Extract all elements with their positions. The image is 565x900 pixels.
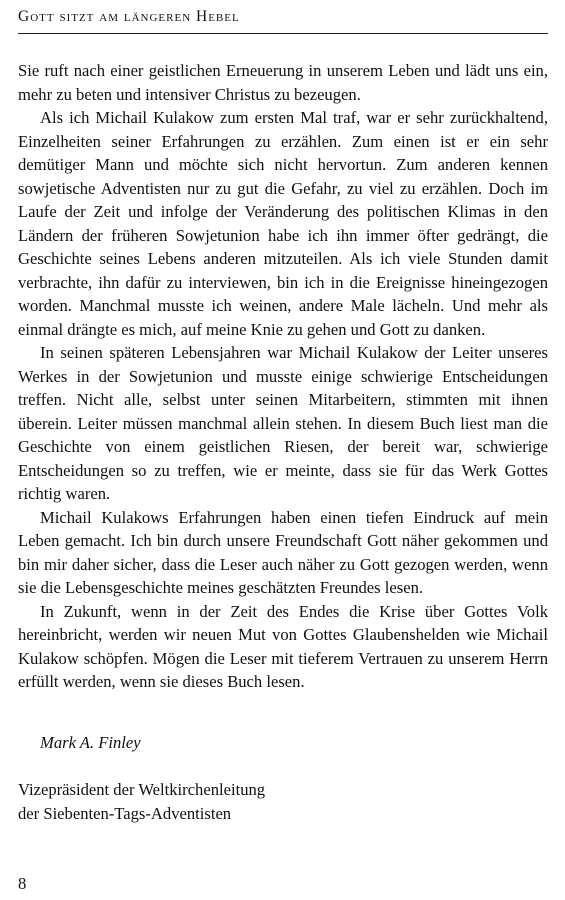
affiliation-line: Vizepräsident der Weltkirchenleitung bbox=[18, 780, 266, 799]
paragraph: In seinen späteren Lebensjahren war Michail Kulakow der Leiter unseres Werkes in der Sowjetunion und musste einige schwierige Entscheidungen treffen. Nicht alle, selbst unter seinen Mitarbeitern, stimmten mit ihnen überein. Leiter müssen manchmal allein stehen. In diesem Buch liest man die Geschichte von einem geistlichen Riesen, der bereit war, schwierige Entscheidungen so zu treffen, wie er meinte, dass sie für das Werk Gottes richtig waren. bbox=[18, 343, 548, 503]
affiliation-line: der Siebenten-Tags-Adventisten bbox=[18, 803, 232, 823]
author-signature: Mark A. Finley bbox=[40, 733, 141, 752]
running-head: Gott sitzt am längeren Hebel bbox=[18, 8, 240, 25]
paragraph: Michail Kulakows Erfahrungen haben einen tiefen Eindruck auf mein Leben gemacht. Ich bin durch unsere Freundschaft Gott näher gekommen und bin mir daher sicher, dass die Leser auch näher zu Gott gezogen werden, wenn sie die Lebensgeschichte meines geschätzten Freundes lesen. bbox=[18, 507, 548, 597]
body-text bbox=[18, 59, 548, 694]
header-rule bbox=[18, 33, 548, 34]
paragraph: Als ich Michail Kulakow zum ersten Mal traf, war er sehr zurückhaltend, Einzelheiten seiner Erfahrungen zu erzählen. Zum einen ist er ein sehr demütiger Mann und möchte sich nicht hervortun. Zum anderen kennen sowjetische Adventisten nur zu gut die Gefahr, zu viel zu erzählen. Doch im Laufe der Zeit und infolge der Veränderung des politischen Klimas in den Ländern der früheren Sowjetunion habe ich ihn immer öfter gedrängt, die Geschichte seines Lebens anderen mitzuteilen. Als ich viele Stunden damit verbrachte, ihn dafür zu interviewen, bin ich in die Ereignisse hineingezogen worden. Manchmal musste ich weinen, andere Male lächeln. Und mehr als einmal drängte es mich, auf meine Knie zu gehen und Gott zu danken. bbox=[18, 108, 548, 339]
paragraph-continued: Sie ruft nach einer geistlichen Erneuerung in unserem Leben und lädt uns ein, mehr zu beten und intensiver Christus zu bezeugen. bbox=[18, 61, 548, 104]
page-number: 8 bbox=[18, 874, 27, 893]
paragraph: In Zukunft, wenn in der Zeit des Endes die Krise über Gottes Volk hereinbricht, werden wir neuen Mut von Gottes Glaubenshelden wie Michail Kulakow schöpfen. Mögen die Leser mit tieferem Vertrauen zu unserem Herrn erfüllt werden, wenn sie dieses Buch lesen. bbox=[18, 601, 548, 691]
author-affiliation bbox=[18, 778, 265, 825]
